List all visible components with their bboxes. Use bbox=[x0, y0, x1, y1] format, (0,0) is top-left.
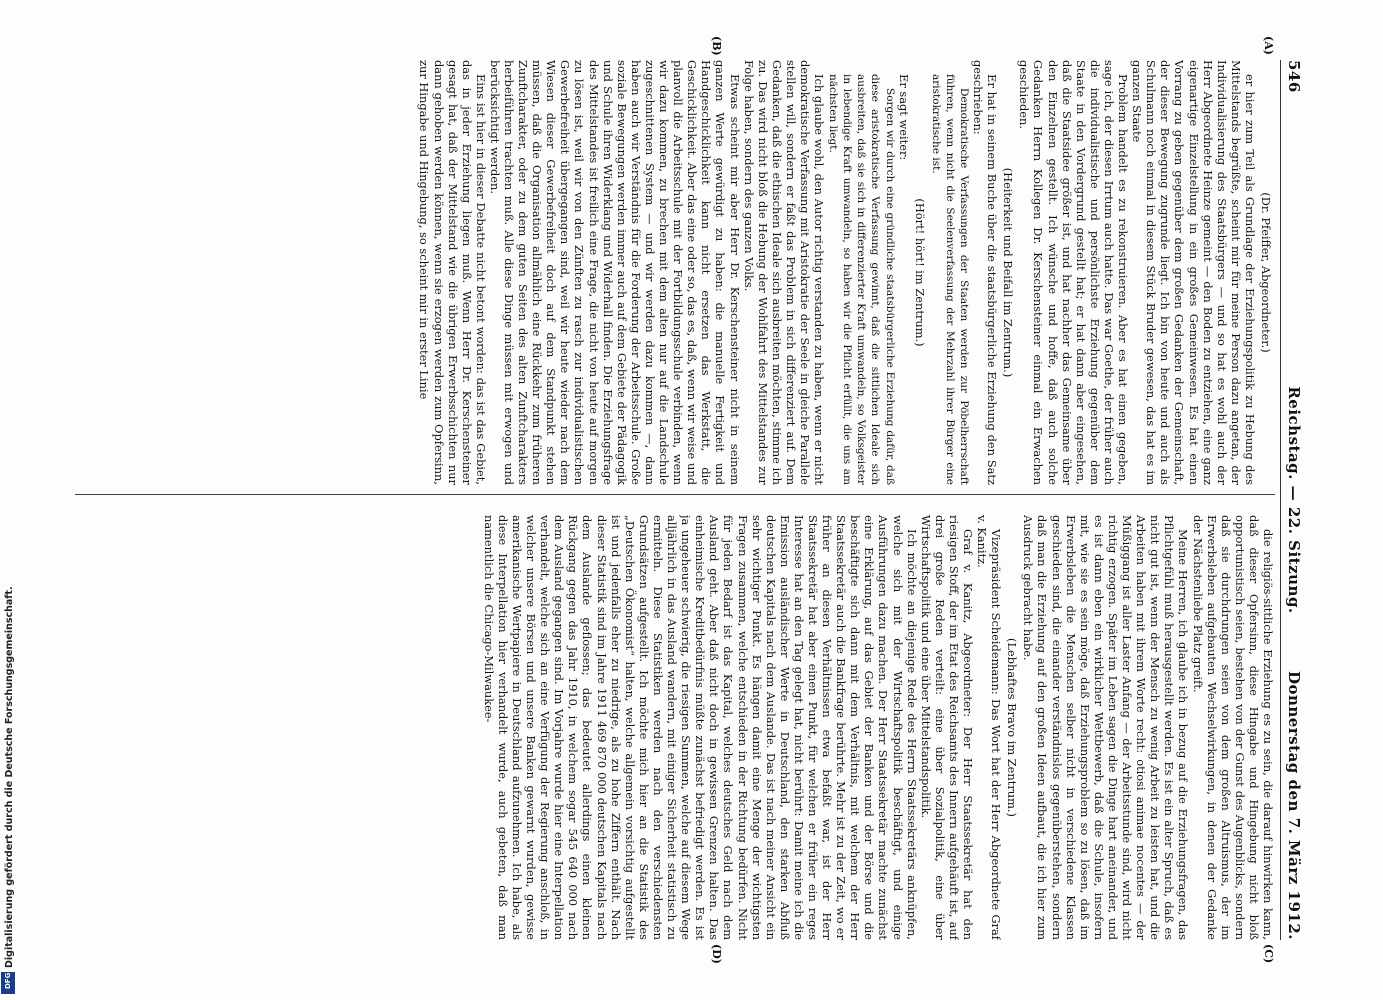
left-column bbox=[55, 60, 1275, 485]
paragraph: Graf v. Kanitz, Abgeordneter: Der Herr Staatssekretär hat den riesigen Stoff, der im Etat des Reichsamts des Innern aufgehäuft ist, auf drei große Reden verteilt: eine über Sozialpolitik, eine über Wirtschaftspolitik und eine über Mittelstandspolitik. bbox=[918, 515, 976, 940]
paragraph: Ich glaube wohl, den Autor richtig verstanden zu haben, wenn er nicht demokratische Verfassung mit Aristokratie der Seele in gleiche Parallele stellen will, sondern er faßt das Problem in sich differenziert auf. Dem Gedanken, daß die ethischen Ideale sich ausbreiten möchten, stimme ich zu. Das wird nicht bloß die Hebung der Wohlfahrt des Mittelstandes zur Folge haben, sondern des ganzen Volks. bbox=[741, 60, 827, 485]
right-column bbox=[55, 515, 1275, 940]
paragraph: Etwas scheint mir aber Herr Dr. Kerschensteiner nicht in seinem ganzen Werte gewürdigt zu haben: die manuelle Fertigkeit und Handgeschicklichkeit kann nicht ersetzen das Werkstatt, die Geschicklichkeit. Aber das eine oder so, das es, daß, wenn wir weise und planvoll die Arbeitsschule mit der Fortbildungsschule verbinden, wenn wir dazu kommen, zu brechen mit dem alten nur auf die Landschule zugeschnittenen System — und wir werden dazu kommen —, dann haben auch wir Verständnis für die Forderung der Arbeitsschule. Große soziale Bewegungen werden immer auch auf dem Gebiete der Pädagogik und Schule ihren Widerklang und Widerhall finden. Die Erziehungsfrage des Mittelstandes ist freilich eine Frage, die nicht von heute auf morgen zu lösen ist, weil wir von den Zünften zu rasch zur individualistischen Gewerbefreiheit übergegangen sind, weil wir heute wieder nach dem Wiesen dieser Gewerbefreiheit doch auf dem Standpunkt stehen müssen, daß die Organisation allmählich eine Rückkehr zum früheren Zunftcharakter, oder zu dem guten Seiten des alten Zunftcharakters herbeiführen trachten muß. Alle diese Dinge müssen mit erwogen und berücksichtigt werden. bbox=[487, 60, 742, 485]
column-divider bbox=[75, 494, 1275, 495]
paragraph: Meine Herren, ich glaube ich in bezug auf die Erziehungsfragen, das Pflichtgefühl muß herausgestellt werden. Es ist ein alter Spruch, daß es nicht gut ist, wenn der Mensch zu wenig Arbeit zu leisten hat, und die Arbeiten haben mit ihrem Worte recht: otiosi animae nocentes — der Müßiggang ist aller Laster Anfang — der Arbeitsstunde sind, wird nicht richtig erzogen. Später im Leben sagen die Dinge hart aneinander, und es ist dann eben ein wirklicher Wettbewerb, daß die Schule, insofern mit, wie sie es sein möge, daß Erziehungsproblem so zu lösen, daß im Erwerbsleben die Menschen selber nicht in verschiedene Klassen geschieden sind, die einander verständnislos gegenüberstehen, sondern daß man die Erziehung auf den großen Ideen aufbaut, die ich hier zum Ausdruck gebracht habe. bbox=[1021, 515, 1191, 940]
page-number: 546 bbox=[1285, 60, 1303, 93]
paragraph: Er sagt weiter: bbox=[896, 74, 911, 161]
stage-direction: (Heiterkeit und Beifall im Zentrum.) bbox=[1001, 167, 1016, 378]
credit-text: Digitalisierung gefördert durch die Deutsche Forschungsgemeinschaft. bbox=[4, 586, 15, 968]
stage-direction: (Lebhaftes Bravo im Zentrum.) bbox=[1005, 638, 1020, 817]
quotation: Demokratische Verfassungen der Staaten werden zur Pöbelherrschaft führen, wenn nicht die Seelenverfassung der Mehrzahl ihrer Bürger eine aristokratische ist. bbox=[929, 74, 971, 485]
digitization-credit bbox=[2, 0, 18, 1000]
page-header bbox=[1280, 60, 1303, 940]
margin-mark-c: (C) bbox=[1262, 944, 1275, 964]
stage-direction: (Hört! hört! im Zentrum.) bbox=[912, 198, 927, 347]
session-date: Donnerstag den 7. März 1912. bbox=[1285, 670, 1303, 940]
dfg-logo: DFG bbox=[1, 972, 15, 994]
paragraph: Problem handelt es zu rekonstruieren. Aber es hat einen gegeben, sage ich, der diesen Irrtum auch hatte. Das war Goethe, der früher auch die individualistische und persönlichste Erziehung gegenüber dem Staate in den Vordergrund gestellt hat; er hat dann aber eingesehen, daß die Staatsidee größer ist, und hat nachher das Gemeinsame über den Einzelnen gestellt. Ich wünsche und hoffe, daß auch solche Gedanken Herrn Kollegen Dr. Kerschensteiner einmal ein Erwachen geschieden. bbox=[1017, 60, 1131, 485]
paragraph: die religiös-sittliche Erziehung es zu sein, die darauf hinwirken kann, daß dieser Opfersinn, diese Hingabe und Hingebung nicht bloß opportunistisch seien, bestehen von der Gunst des Augenblicks, sondern daß sie durchdrungen seien von dem großen Altruismus, der im Erwerbsleben aufgebauten Wechselwirkungen, in denen der Gedanke der Nächstenliebe Platz greift. bbox=[1190, 515, 1275, 940]
paragraph: Er hat in seinem Buche über die staatsbürgerliche Erziehung den Satz geschrieben: bbox=[971, 60, 1000, 485]
margin-mark-d: (D) bbox=[710, 944, 723, 964]
margin-mark-b: (B) bbox=[710, 36, 723, 56]
paragraph: Eins ist hier in dieser Debatte nicht betont worden: das ist das Gebiet, das in jeder Erziehung liegen muß. Wenn Herr Dr. Kerschensteiner gesagt hat, daß der Mittelstand wie die übrigen Erwerbsschichten nur dann gehoben werden können, wenn sie erzogen werden zum Opfersinn, zur Hingabe und Hingebung, so scheint mir in erster Linie bbox=[417, 60, 488, 485]
speaker-line: (Dr. Pfeiffer, Abgeordneter.) bbox=[1259, 192, 1273, 353]
paragraph: er hier zum Teil als Grundlage der Erziehungspolitik zu Hebung des Mittelstands begrüßte, scheint mir für meine Person dazu angetan, der Individualisierung des Staatsbürgers — und so hat es wohl auch der Herr Abgeordnete Heinze gemeint — den Boden zu entziehen, eine ganz eigenartige Einzelstellung in ein großes Gemeinwesen. Es hat einen Vorrang zu geben gegenüber dem großen Gedanken der Gemeinschaft, der dieser Bewegung zugrunde liegt. Ich bin von heute und auch als Schulmann noch einmal in diesem Stück Bruder gewesen, das hat es im ganzen Staate bbox=[1130, 60, 1257, 485]
paragraph: Vizepräsident Scheidemann: Das Wort hat der Herr Abgeordnete Graf v. Kanitz. bbox=[975, 515, 1004, 940]
quotation: Sorgen wir durch eine gründliche staatsbürgerliche Erziehung dafür, daß diese aristokratische Verfassung gewinnt, daß die sittlichen Ideale sich ausbreiten, daß sie sich in differenzierter Kraft umwandeln, so Volksgeister in lebendige Kraft umwandeln, so haben wir die Pflicht erfüllt, die uns am nächsten liegt. bbox=[827, 74, 896, 485]
paragraph: Ich möchte an diejenige Rede des Herrn Staatssekretärs anknüpfen, welche sich mit der Wirtschaftspolitik beschäftigt, und einige Ausführungen dazu machen. Der Herr Staatssekretär machte zunächst eine Erklärung, auf das Gebiet der Banken und der Börse und die beschäftigte sich dann mit dem Verhältnis, mit welchem der Herr Staatssekretär auch die Bankfrage berührte. Mehr ist zu der Zeit, wo er früher an diesen Verhältnissen etwa befaßt war, ist der Herr Staatssekretär hat aber einen Punkt, für welchen er früher ein reges Interesse hat an den Tag gelegt hat, nicht berührt: Damit meine ich die Emission ausländischer Werte in Deutschland, den starken Abfluß deutschen Kapitals nach dem Auslande. Das ist nach meiner Ansicht ein sehr wichtiger Punkt. Es hängen damit eine Menge der wichtigsten Fragen zusammen, welche entschieden in der Richtung bedürfen. Nicht für jeden Bedarf ist das Kapital, welches deutsches Geld nach dem Ausland geht. Aber daß nicht doch in gewissen Grenzen halten. Das einheimische Kreditbedürfnis müßte zunächst befriedigt werden. Es ist ja ungeheuer schwierig, die riesigen Summen, welche auf diesem Wege alljährlich in das Ausland wandern, mit einiger Sicherheit statistisch zu ermitteln. Diese Statistiken werden nach den verschiedensten Grundsätzen aufgestellt. Ich möchte mich hier an die Statistik des „Deutschen Ökonomist“ halten, welche allgemein vorsichtig aufgestellt ist und jedenfalls eher zu niedrige, als zu hohe Ziffern enthält. Nach dieser Statistik sind im Jahre 1911 469 870 000 deutschen Kapitals nach dem Auslande geflossen; das bedeutet allerdings einen kleinen Rückgang gegen das Jahr 1910, in welchem sogar 545 640 000 nach dem Ausland gegangen sind. Im Vorjahre wurde hier eine Interpellation verhandelt, welche sich an eine Verfügung der Regierung anschloß, in welcher unsere Börsen und unsere Banken gewarnt wurden, gewisse amerikanische Wertpapiere in Deutschland aufzunehmen. Ich habe, als diese Interpellation hier verhandelt wurde, auch gebeten, daß man namentlich die Chicago-Milwaukee- bbox=[481, 515, 919, 940]
margin-mark-a: (A) bbox=[1262, 36, 1275, 55]
page-title: Reichstag. — 22. Sitzung. bbox=[1285, 386, 1303, 614]
